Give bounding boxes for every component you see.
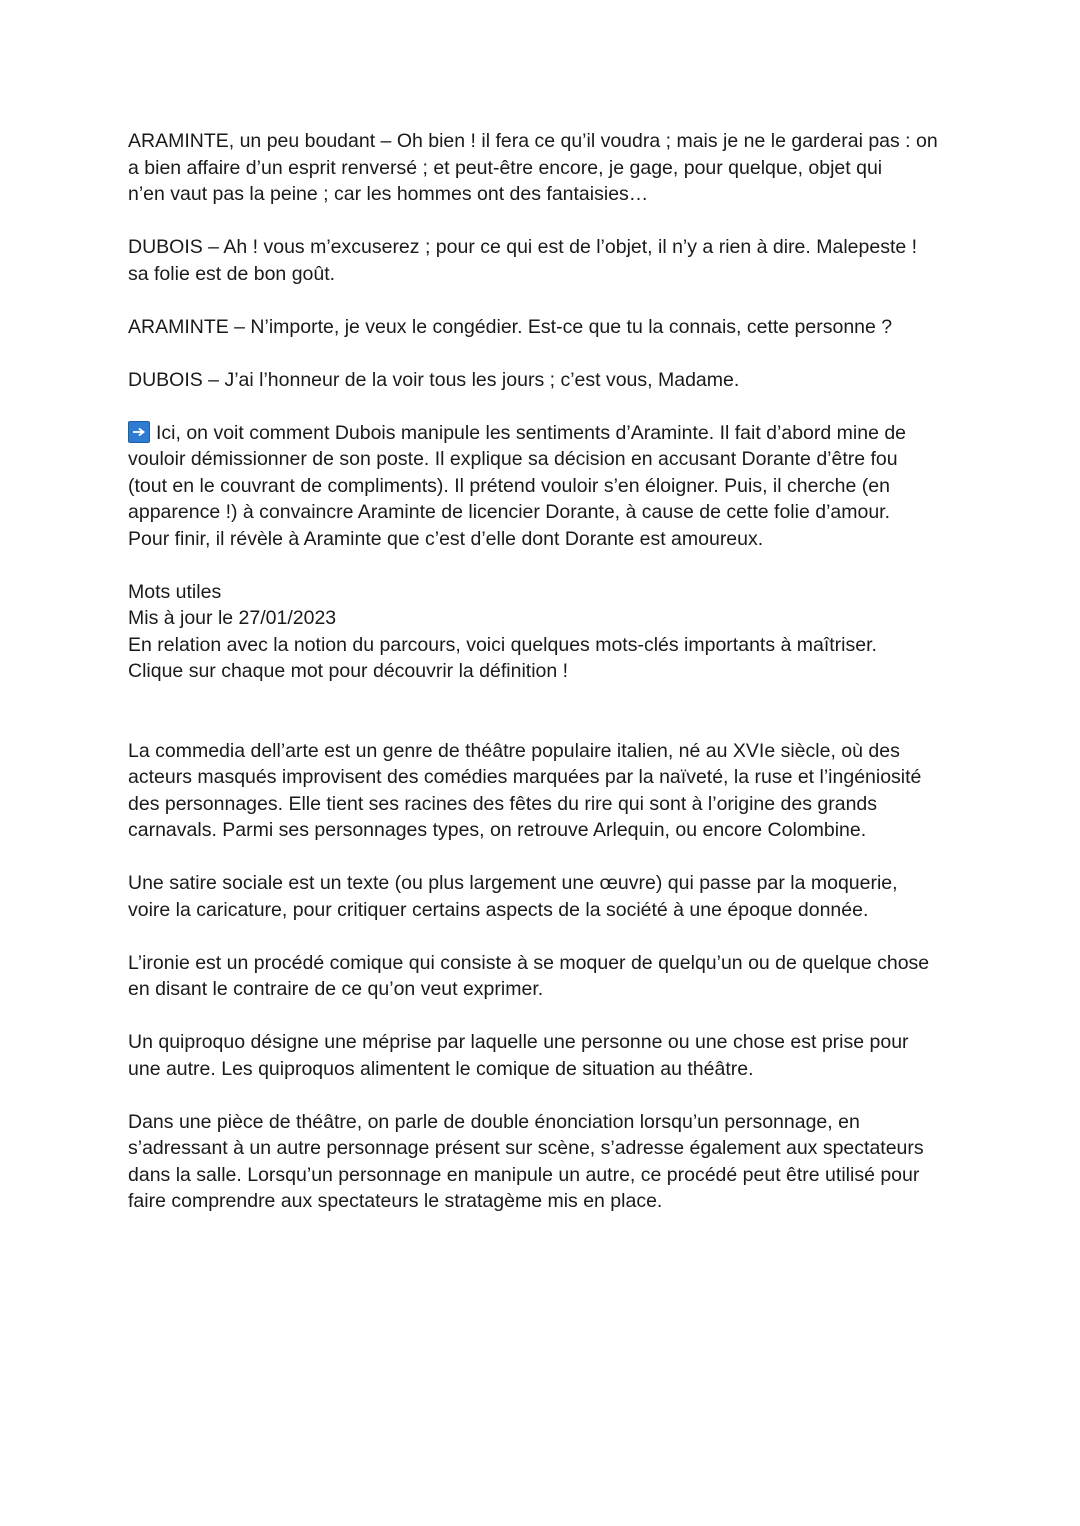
text-line: (tout en le couvrant de compliments). Il prétend vouloir s’en éloigner. Puis, il cherche (en xyxy=(128,474,890,497)
definition-ironie xyxy=(128,950,960,1003)
text-line: des personnages. Elle tient ses racines des fêtes du rire qui sont à l’origine des grands xyxy=(128,792,878,815)
update-date: Mis à jour le 27/01/2023 xyxy=(128,607,337,629)
definition-double-enonciation xyxy=(128,1109,960,1215)
text-line: La commedia dell’arte est un genre de théâtre populaire italien, né au XVIe siècle, où des xyxy=(128,739,900,762)
text-line: Dans une pièce de théâtre, on parle de double énonciation lorsqu’un personnage, en xyxy=(128,1110,860,1133)
text-line: En relation avec la notion du parcours, voici quelques mots-clés importants à maîtriser. xyxy=(128,633,877,656)
text-line: n’en vaut pas la peine ; car les hommes ont des fantaisies… xyxy=(128,183,649,205)
analysis-paragraph xyxy=(128,420,960,553)
text-line: Clique sur chaque mot pour découvrir la définition ! xyxy=(128,660,569,682)
text-line: apparence !) à convaincre Araminte de licencier Dorante, à cause de cette folie d’amour. xyxy=(128,501,891,523)
text-line: L’ironie est un procédé comique qui consiste à se moquer de quelqu’un ou de quelque chose xyxy=(128,951,930,974)
text-line xyxy=(128,420,960,447)
text-line: faire comprendre aux spectateurs le stratagème mis en place. xyxy=(128,1190,663,1212)
definition-satire xyxy=(128,870,960,923)
right-arrow-icon xyxy=(128,421,150,443)
spacer xyxy=(128,711,960,738)
mots-utiles-section xyxy=(128,579,960,685)
text-line: dans la salle. Lorsqu’un personnage en manipule un autre, ce procédé peut être utilisé pour xyxy=(128,1163,920,1186)
text-line: Une satire sociale est un texte (ou plus largement une œuvre) qui passe par la moquerie, xyxy=(128,872,898,894)
text-line: ARAMINTE, un peu boudant – Oh bien ! il fera ce qu’il voudra ; mais je ne le garderai pas : on xyxy=(128,130,938,152)
text-line: une autre. Les quiproquos alimentent le comique de situation au théâtre. xyxy=(128,1057,754,1080)
analysis-line: Ici, on voit comment Dubois manipule les sentiments d’Araminte. Il fait d’abord mine de xyxy=(156,421,907,444)
definition-commedia xyxy=(128,738,960,844)
text-line: carnavals. Parmi ses personnages types, on retrouve Arlequin, ou encore Colombine. xyxy=(128,819,867,841)
text-line: s’adressant à un autre personnage présent sur scène, s’adresse également aux spectateurs xyxy=(128,1137,924,1159)
text-line: a bien affaire d’un esprit renversé ; et peut-être encore, je gage, pour quelque, objet qui xyxy=(128,156,883,179)
text-line: ARAMINTE – N’importe, je veux le congédier. Est-ce que tu la connais, cette personne ? xyxy=(128,315,893,338)
text-line: DUBOIS – J’ai l’honneur de la voir tous les jours ; c’est vous, Madame. xyxy=(128,368,740,391)
dialogue-araminte-2 xyxy=(128,314,960,341)
dialogue-araminte-1 xyxy=(128,128,960,208)
text-line: Pour finir, il révèle à Araminte que c’est d’elle dont Dorante est amoureux. xyxy=(128,527,764,550)
text-line: Un quiproquo désigne une méprise par laquelle une personne ou une chose est prise pour xyxy=(128,1031,909,1053)
text-line: voire la caricature, pour critiquer certains aspects de la société à une époque donnée. xyxy=(128,898,869,921)
section-title: Mots utiles xyxy=(128,580,222,603)
dialogue-dubois-2 xyxy=(128,367,960,394)
text-line: DUBOIS – Ah ! vous m’excuserez ; pour ce qui est de l’objet, il n’y a rien à dire. Malepeste ! xyxy=(128,236,918,258)
text-line: sa folie est de bon goût. xyxy=(128,262,336,285)
text-line: en disant le contraire de ce qu’on veut exprimer. xyxy=(128,978,544,1000)
dialogue-dubois-1 xyxy=(128,234,960,287)
text-line: acteurs masqués improvisent des comédies marquées par la naïveté, la ruse et l’ingéniosité xyxy=(128,766,922,788)
definition-quiproquo xyxy=(128,1029,960,1082)
text-line: vouloir démissionner de son poste. Il explique sa décision en accusant Dorante d’être fou xyxy=(128,448,898,470)
